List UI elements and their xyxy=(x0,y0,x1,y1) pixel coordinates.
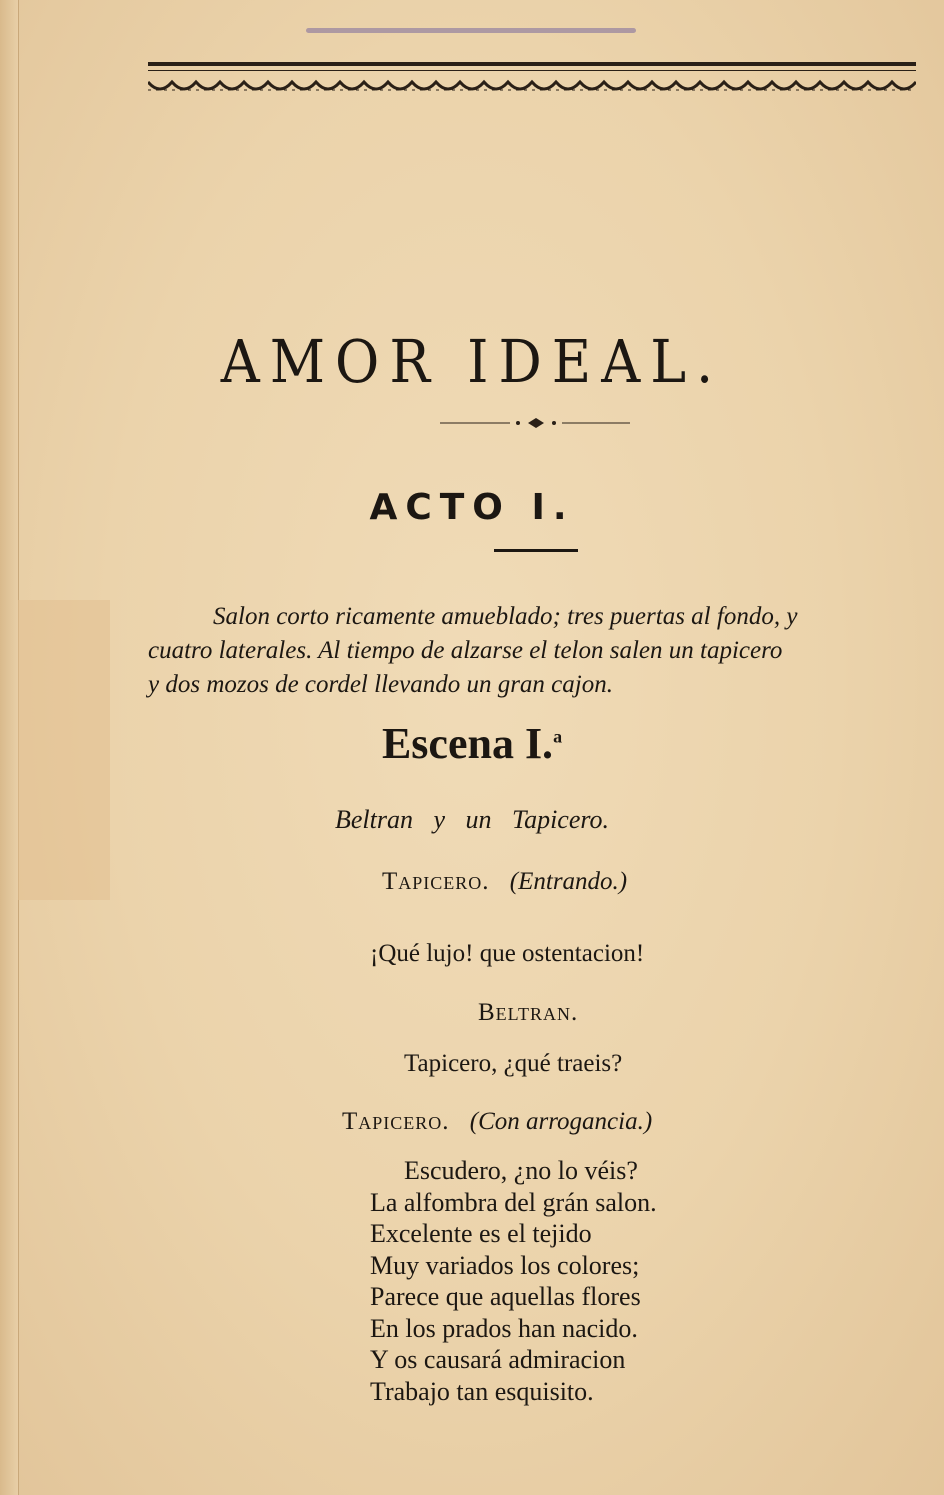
speaker-line xyxy=(382,868,627,896)
speaker-name: Tapicero. xyxy=(382,868,490,895)
scene-label: Escena I. xyxy=(381,719,554,768)
stage-direction-line-2: cuatro laterales. Al tiempo de alzarse el telon salen un tapicero xyxy=(148,637,783,664)
verse-line: La alfombra del grán salon. xyxy=(370,1187,657,1217)
act-heading: ACTO I. xyxy=(369,487,575,528)
scene-characters: Beltran y un Tapicero. xyxy=(334,805,610,834)
verse-line: En los prados han nacido. xyxy=(370,1313,638,1343)
speaker-name: Tapicero. xyxy=(342,1108,450,1135)
dialogue-line: ¡Qué lujo! que ostentacion! xyxy=(370,940,645,967)
verse-line: Excelente es el tejido xyxy=(370,1219,592,1248)
speaker-name: Beltran. xyxy=(478,999,579,1026)
stage-direction-line-3: y dos mozos de cordel llevando un gran cajon. xyxy=(148,671,613,698)
verse-line: Parece que aquellas flores xyxy=(370,1282,641,1311)
top-stamp-mark xyxy=(300,0,650,40)
stage-aside: (Entrando.) xyxy=(509,868,628,895)
title-divider-ornament xyxy=(440,415,630,431)
stage-aside: (Con arrogancia.) xyxy=(469,1108,653,1135)
play-title: AMOR IDEAL. xyxy=(220,326,724,397)
scene-heading xyxy=(0,718,944,769)
verse-block xyxy=(370,1155,770,1407)
act-underline xyxy=(494,549,578,552)
verse-line: Escudero, ¿no lo véis? xyxy=(404,1156,638,1185)
stage-direction xyxy=(148,600,928,702)
stamp-underline xyxy=(306,28,636,33)
header-thin-rule xyxy=(148,70,916,71)
ornamental-border xyxy=(148,76,916,104)
header-thick-rule xyxy=(148,62,916,66)
verse-line: Trabajo tan esquisito. xyxy=(370,1376,594,1406)
scene-ordinal: a xyxy=(553,726,563,747)
speaker-line xyxy=(342,1108,652,1136)
verse-line: Muy variados los colores; xyxy=(370,1250,640,1280)
verse-line: Y os causará admiracion xyxy=(370,1345,626,1374)
stage-direction-line-1: Salon corto ricamente amueblado; tres puertas al fondo, y xyxy=(213,603,798,630)
dialogue-line: Tapicero, ¿qué traeis? xyxy=(404,1050,623,1077)
